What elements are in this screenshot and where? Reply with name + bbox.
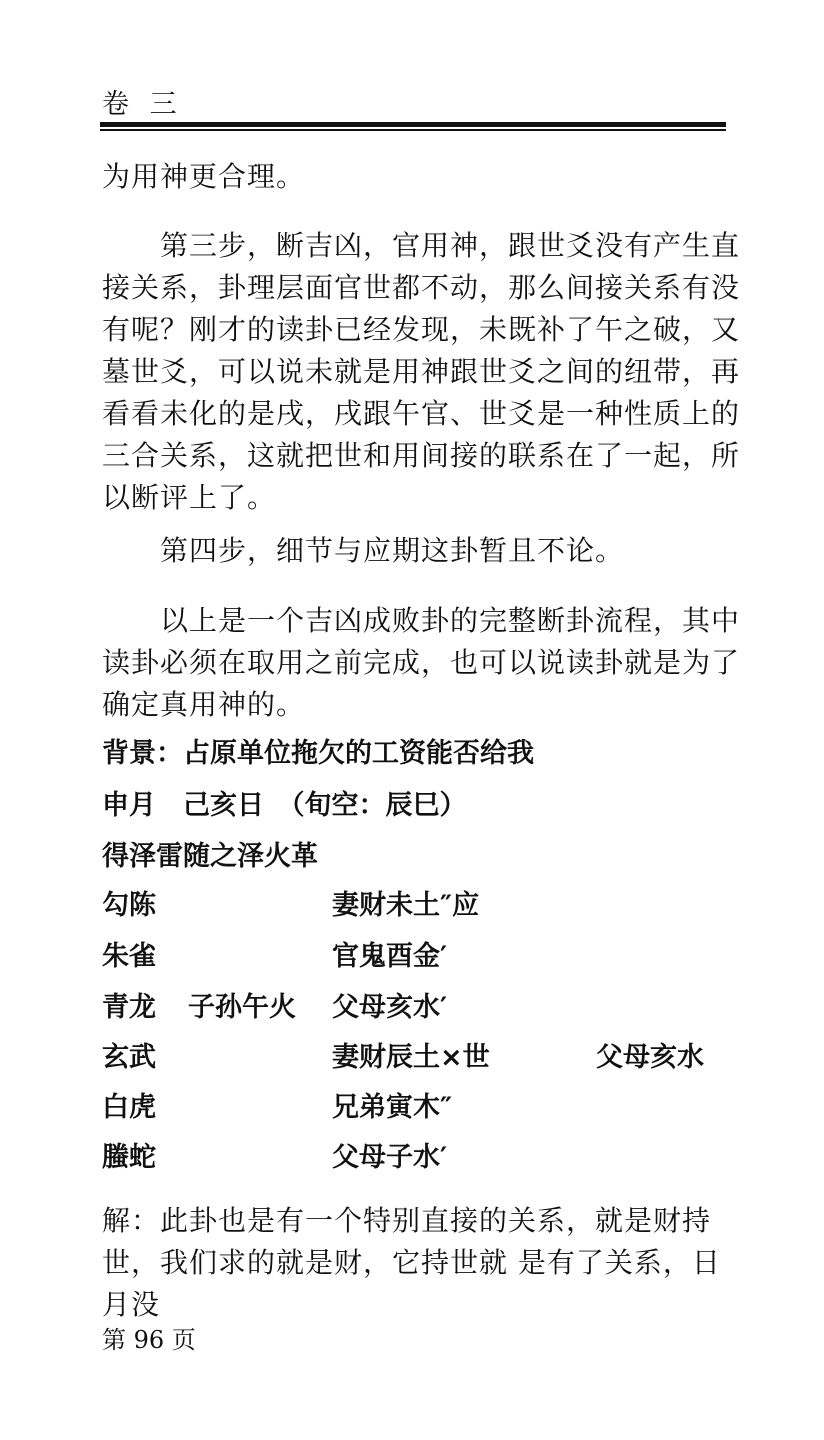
- six-god: 青龙: [102, 992, 156, 1023]
- paragraph-explanation: 解：此卦也是有一个特别直接的关系，就是财持世，我们求的就是财，它持世就 是有了关系，日月没: [102, 1204, 721, 1321]
- yao-row: [102, 1088, 742, 1128]
- main-line: 官鬼酉金′: [332, 941, 448, 972]
- six-god: 朱雀: [102, 941, 156, 972]
- six-god: 勾陈: [102, 890, 156, 921]
- main-line: 父母子水′: [332, 1142, 448, 1173]
- main-line: 妻财辰土×世: [332, 1042, 490, 1073]
- chapter-header: 卷 三: [102, 89, 183, 120]
- case-date: 申月 己亥日 （旬空：辰巳）: [102, 790, 467, 821]
- paragraph-step-three: 第三步，断吉凶，官用神，跟世爻没有产生直接关系，卦理层面官世都不动，那么间接关系有没有呢？刚才的读卦已经发现，未既补了午之破，又墓世爻，可以说未就是用神跟世爻之间的纽带，再看看未化的是戌，戌跟午官、世爻是一种性质上的三合关系，这就把世和用间接的联系在了一起，所以断评上了。: [102, 229, 741, 514]
- main-line: 父母亥水′: [332, 992, 448, 1023]
- case-background: 背景：占原单位拖欠的工资能否给我: [102, 738, 534, 769]
- paragraph-step-four: 第四步，细节与应期这卦暂且不论。: [160, 534, 625, 567]
- six-god: 白虎: [102, 1092, 156, 1123]
- six-god: 玄武: [102, 1042, 156, 1073]
- yao-row: [102, 1138, 742, 1178]
- yao-row: [102, 988, 742, 1028]
- hidden-line: 子孙午火: [188, 992, 296, 1023]
- header-rule: [100, 122, 726, 132]
- paragraph-summary: 以上是一个吉凶成败卦的完整断卦流程，其中读卦必须在取用之前完成，也可以说读卦就是为了确定真用神的。: [102, 604, 741, 721]
- case-hexagram: 得泽雷随之泽火革: [102, 841, 318, 872]
- yao-row: [102, 1038, 742, 1078]
- yao-row: [102, 937, 742, 977]
- six-god: 螣蛇: [102, 1142, 156, 1173]
- yao-row: [102, 886, 742, 926]
- paragraph-continued: 为用神更合理。: [102, 160, 306, 193]
- page-number: 第 96 页: [102, 1326, 196, 1354]
- main-line: 妻财未土″应: [332, 890, 480, 921]
- main-line: 兄弟寅木″: [332, 1092, 453, 1123]
- changed-line: 父母亥水: [596, 1042, 704, 1073]
